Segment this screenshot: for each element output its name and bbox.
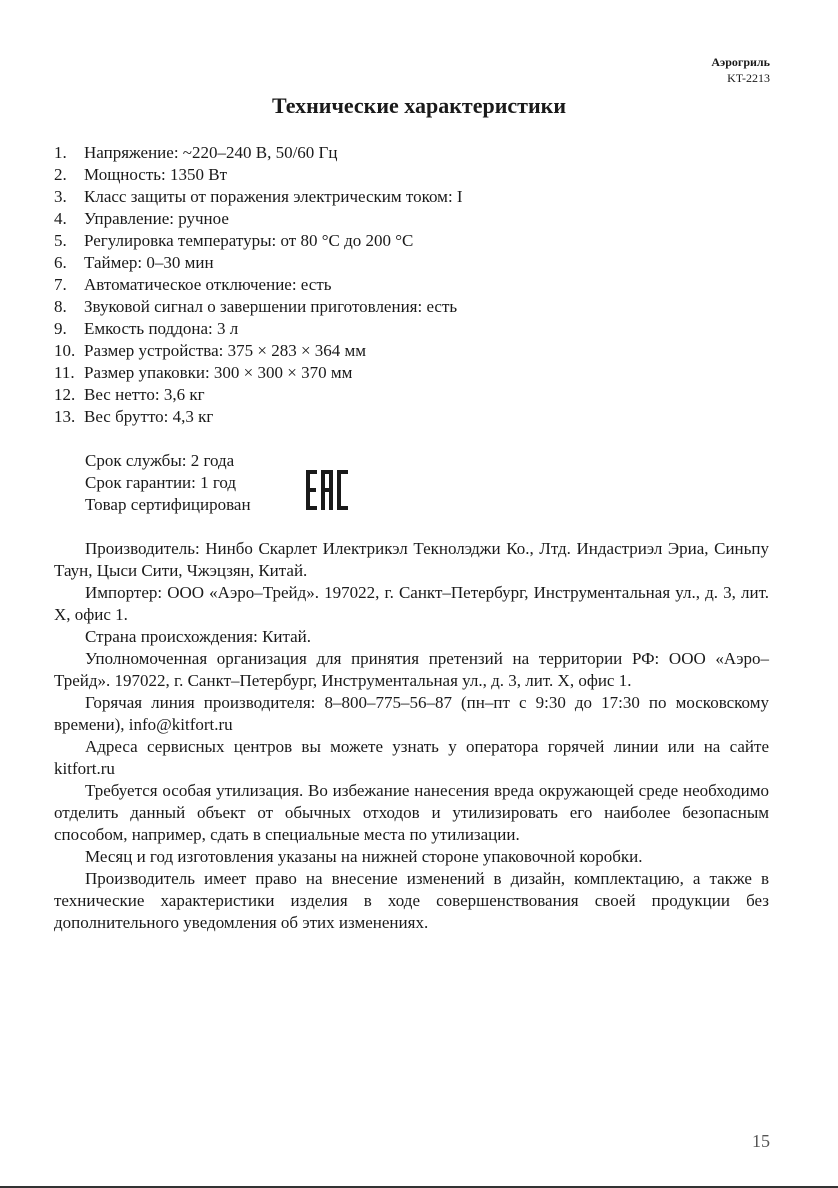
hotline-paragraph: Горячая линия производителя: 8–800–775–56–87 (пн–пт с 9:30 до 17:30 по московскому времени), info@kitfort.ru bbox=[54, 693, 769, 734]
page-title: Технические характеристики bbox=[271, 93, 567, 118]
spec-text: Вес брутто: 4,3 кг bbox=[84, 407, 214, 426]
spec-item bbox=[54, 230, 463, 252]
page-number: 15 bbox=[752, 1131, 770, 1151]
eac-logo-icon bbox=[306, 470, 348, 510]
disposal-paragraph: Требуется особая утилизация. Во избежание нанесения вреда окружающей среде необходимо отделить данный объект от обычных отходов и утилизировать его наиболее безопасным способом, например, сдать в специальные места по утилизации. bbox=[54, 781, 769, 844]
spec-number: 7. bbox=[54, 275, 67, 294]
spec-text: Размер упаковки: 300 × 300 × 370 мм bbox=[84, 363, 353, 382]
spec-item bbox=[54, 274, 463, 296]
spec-text: Регулировка температуры: от 80 °С до 200 °С bbox=[84, 231, 414, 250]
spec-item bbox=[54, 164, 463, 186]
spec-item bbox=[54, 340, 463, 362]
spec-text: Размер устройства: 375 × 283 × 364 мм bbox=[84, 341, 367, 360]
spec-text: Напряжение: ~220–240 В, 50/60 Гц bbox=[84, 143, 338, 162]
origin-paragraph: Страна происхождения: Китай. bbox=[85, 627, 312, 646]
spec-text: Автоматическое отключение: есть bbox=[84, 275, 332, 294]
spec-number: 6. bbox=[54, 253, 67, 272]
spec-item bbox=[54, 142, 463, 164]
spec-text: Вес нетто: 3,6 кг bbox=[84, 385, 205, 404]
spec-number: 9. bbox=[54, 319, 67, 338]
spec-text: Звуковой сигнал о завершении приготовления: есть bbox=[84, 297, 458, 316]
spec-text: Таймер: 0–30 мин bbox=[84, 253, 214, 272]
certification-note: Товар сертифицирован bbox=[85, 495, 251, 514]
spec-text: Управление: ручное bbox=[84, 209, 229, 228]
spec-number: 4. bbox=[54, 209, 67, 228]
claims-organization-paragraph: Уполномоченная организация для принятия претензий на территории РФ: ООО «Аэро–Трейд». 197022, г. Санкт–Петербург, Инструментальная ул., д. 3, лит. Х, офис 1. bbox=[54, 649, 769, 690]
product-name: Аэрогриль bbox=[711, 55, 770, 69]
service-centers-paragraph: Адреса сервисных центров вы можете узнать у оператора горячей линии или на сайте kitfort.ru bbox=[54, 737, 769, 778]
spec-number: 1. bbox=[54, 143, 67, 162]
manufacturer-paragraph: Производитель: Нинбо Скарлет Илектрикэл Текнолэджи Ко., Лтд. Индастриэл Эриа, Синьпу Таун, Цыси Сити, Чжэцзян, Китай. bbox=[54, 539, 769, 580]
spec-list bbox=[54, 142, 463, 428]
warranty-period: Срок гарантии: 1 год bbox=[85, 473, 237, 492]
spec-number: 12. bbox=[54, 385, 76, 404]
changes-notice-paragraph: Производитель имеет право на внесение изменений в дизайн, комплектацию, а также в технические характеристики изделия в ходе совершенствования своей продукции без дополнительного уведомления об этих изменениях. bbox=[54, 869, 769, 932]
spec-text: Мощность: 1350 Вт bbox=[84, 165, 228, 184]
service-info bbox=[85, 450, 251, 516]
service-lifetime: Срок службы: 2 года bbox=[85, 451, 235, 470]
importer-paragraph: Импортер: ООО «Аэро–Трейд». 197022, г. Санкт–Петербург, Инструментальная ул., д. 3, лит. Х, офис 1. bbox=[54, 583, 769, 624]
spec-number: 11. bbox=[54, 363, 75, 382]
spec-item bbox=[54, 186, 463, 208]
spec-item bbox=[54, 296, 463, 318]
spec-text: Емкость поддона: 3 л bbox=[84, 319, 239, 338]
page-header bbox=[711, 54, 770, 86]
spec-text: Класс защиты от поражения электрическим током: I bbox=[84, 187, 463, 206]
spec-item bbox=[54, 406, 463, 428]
spec-number: 5. bbox=[54, 231, 67, 250]
info-paragraphs bbox=[54, 538, 769, 934]
spec-item bbox=[54, 208, 463, 230]
spec-number: 2. bbox=[54, 165, 67, 184]
spec-number: 8. bbox=[54, 297, 67, 316]
spec-item bbox=[54, 252, 463, 274]
spec-item bbox=[54, 384, 463, 406]
manufacture-date-paragraph: Месяц и год изготовления указаны на нижней стороне упаковочной коробки. bbox=[85, 847, 643, 866]
spec-number: 13. bbox=[54, 407, 76, 426]
spec-item bbox=[54, 362, 463, 384]
model-number: KT-2213 bbox=[727, 71, 770, 85]
spec-number: 3. bbox=[54, 187, 67, 206]
spec-number: 10. bbox=[54, 341, 76, 360]
spec-item bbox=[54, 318, 463, 340]
